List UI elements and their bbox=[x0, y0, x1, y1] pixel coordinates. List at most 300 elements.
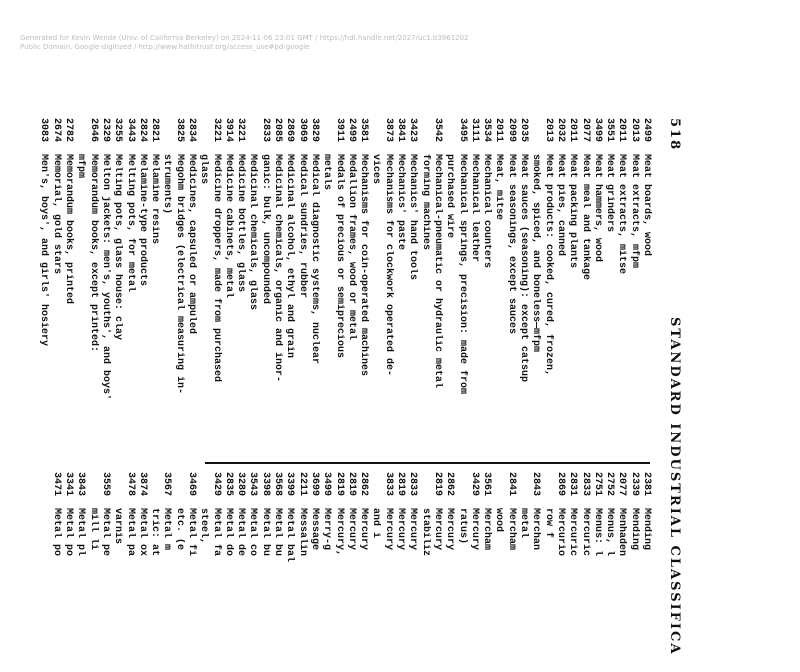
index-entry bbox=[381, 472, 393, 672]
entry-description: Metal ox bbox=[136, 508, 148, 557]
entry-description: stabiliz bbox=[419, 508, 431, 557]
index-entry bbox=[37, 118, 49, 458]
index-entry bbox=[185, 118, 197, 458]
index-entry bbox=[308, 472, 320, 672]
notice-line-2: Public Domain, Google-digitized / http://www.hathitrust.org/access_use#pd-google bbox=[20, 43, 310, 51]
index-entry bbox=[74, 472, 86, 672]
entry-description: Megohm bridges (electrical measuring in- bbox=[173, 154, 185, 395]
entry-description: Mending bbox=[641, 508, 652, 551]
sic-code bbox=[418, 118, 430, 154]
entry-description: Metal co bbox=[247, 508, 259, 557]
index-entry bbox=[541, 118, 553, 458]
entry-description: Meat boards, wood bbox=[641, 154, 652, 257]
entry-description: Meat grinders bbox=[604, 154, 616, 233]
sic-code: 2752 bbox=[604, 472, 616, 497]
index-entry bbox=[222, 118, 234, 458]
entry-description: forming machines bbox=[419, 154, 431, 251]
sic-code: 2862 bbox=[444, 472, 456, 497]
index-entry bbox=[480, 472, 492, 672]
index-entry bbox=[295, 118, 307, 458]
index-entry bbox=[172, 118, 184, 458]
sic-code: 2011 bbox=[493, 118, 505, 143]
index-entry bbox=[504, 472, 516, 672]
sic-code: 3221 bbox=[210, 118, 222, 143]
sic-code bbox=[443, 118, 455, 154]
entry-description: Medicinal chemicals, organic and inor- bbox=[272, 154, 284, 383]
index-entry bbox=[615, 118, 627, 458]
entry-description: Metal pe bbox=[99, 508, 111, 557]
sic-code: 3829 bbox=[308, 118, 320, 143]
entry-description: vices bbox=[370, 154, 382, 185]
sic-code: 2011 bbox=[616, 118, 628, 143]
index-entry bbox=[480, 118, 492, 458]
sic-code: 2819 bbox=[395, 472, 407, 497]
sic-code: 3914 bbox=[222, 118, 234, 143]
index-entry bbox=[468, 118, 480, 458]
entry-description: Medallion frames, wood or metal bbox=[345, 154, 357, 341]
index-entry bbox=[627, 472, 639, 672]
sic-code: 2835 bbox=[222, 472, 234, 497]
index-entry bbox=[246, 472, 258, 672]
index-entry bbox=[148, 118, 160, 458]
index-entry bbox=[222, 472, 234, 672]
sic-code: 3499 bbox=[591, 118, 603, 143]
index-entry bbox=[123, 472, 135, 672]
sic-code: 3833 bbox=[382, 472, 394, 497]
entry-description: Metal po bbox=[50, 508, 62, 557]
entry-description: Memorial, gold stars bbox=[50, 154, 62, 275]
sic-code: 2077 bbox=[616, 472, 628, 497]
sic-code: 2013 bbox=[628, 118, 640, 143]
sic-code: 2819 bbox=[333, 472, 345, 497]
sic-code bbox=[418, 472, 430, 508]
sic-code: 2841 bbox=[505, 472, 517, 497]
entry-description: Metal pa bbox=[124, 508, 136, 557]
entry-description: Medicines, capsuled or ampuled bbox=[186, 154, 198, 335]
sic-code bbox=[197, 472, 209, 508]
index-entry bbox=[320, 472, 332, 672]
entry-description: Medicine cabinets, metal bbox=[222, 154, 234, 299]
entry-description: Mechanical springs, precision: made from bbox=[456, 154, 468, 395]
sic-code: 3280 bbox=[235, 472, 247, 497]
sic-code: 2831 bbox=[567, 472, 579, 497]
entry-description: Mechanisms for clockwork operated de- bbox=[382, 154, 394, 377]
entry-description: Medicine droppers, made from purchased bbox=[210, 154, 222, 383]
index-entry bbox=[578, 118, 590, 458]
entry-description: Message bbox=[308, 508, 320, 551]
index-entry bbox=[369, 472, 381, 672]
index-entry bbox=[455, 118, 467, 458]
entry-description: Mercury bbox=[407, 508, 419, 551]
entry-description: Melting pots, for metal bbox=[124, 154, 136, 293]
sic-code: 3873 bbox=[382, 118, 394, 143]
entry-description: Medical diagnostic systems, nuclear bbox=[308, 154, 320, 365]
sic-code: 3429 bbox=[468, 472, 480, 497]
entry-description: Mercury bbox=[444, 508, 456, 551]
sic-code: 2085 bbox=[272, 118, 284, 143]
entry-description: metal bbox=[518, 508, 530, 539]
sic-code bbox=[160, 118, 172, 154]
sic-code bbox=[172, 472, 184, 508]
index-entry bbox=[492, 472, 504, 672]
entry-description: Mercurio bbox=[554, 508, 566, 557]
index-entry bbox=[136, 472, 148, 672]
entry-description: Meat products: cooked, cured, frozen, bbox=[542, 154, 554, 377]
index-entry bbox=[492, 118, 504, 458]
index-entry bbox=[578, 472, 590, 672]
sic-code: 3221 bbox=[235, 118, 247, 143]
sic-code: 2032 bbox=[554, 118, 566, 143]
index-entry bbox=[259, 118, 271, 458]
sic-code: 2077 bbox=[579, 118, 591, 143]
sic-code: 2833 bbox=[579, 472, 591, 497]
index-entry bbox=[271, 472, 283, 672]
entry-description: Medical sundries, rubber bbox=[296, 154, 308, 299]
notice-line-1: Generated for Kevin Wende (Univ. of California Berkeley) on 2024-11-06 23:01 GMT / https://hdl.handle.net/2027/uc1.b3961202 bbox=[20, 34, 469, 42]
sic-code: 3699 bbox=[308, 472, 320, 497]
entry-description: Mercury bbox=[395, 508, 407, 551]
sic-code: 2499 bbox=[345, 118, 357, 143]
sic-code: 3559 bbox=[99, 472, 111, 497]
index-entry bbox=[529, 118, 541, 458]
entry-description: wood bbox=[493, 508, 505, 533]
index-entry bbox=[136, 118, 148, 458]
index-entry bbox=[209, 118, 221, 458]
sic-code: 3567 bbox=[161, 472, 173, 497]
sic-code: 3499 bbox=[321, 472, 333, 497]
index-entry bbox=[627, 118, 639, 458]
index-entry bbox=[431, 118, 443, 458]
index-entry bbox=[640, 472, 652, 672]
index-column-left bbox=[37, 118, 652, 458]
index-entry bbox=[86, 472, 98, 672]
sic-code: 3874 bbox=[136, 472, 148, 497]
entry-description: tric: at bbox=[149, 508, 161, 557]
entry-description: Meat pies, canned bbox=[554, 154, 566, 257]
index-entry bbox=[86, 118, 98, 458]
sic-code: 2821 bbox=[149, 118, 161, 143]
entry-description: Mechanisms for coin-operated machines bbox=[358, 154, 370, 377]
entry-description: etc. (e bbox=[173, 508, 185, 551]
sic-code bbox=[369, 118, 381, 154]
index-entry bbox=[283, 472, 295, 672]
sic-code: 2011 bbox=[567, 118, 579, 143]
entry-description: mfpm bbox=[75, 154, 87, 179]
entry-description: Mercury bbox=[382, 508, 394, 551]
entry-description: Meat packing plants bbox=[567, 154, 579, 269]
sic-code bbox=[320, 118, 332, 154]
sic-code: 3469 bbox=[186, 472, 198, 497]
entry-description: Melting pots, glass house: clay bbox=[112, 154, 124, 341]
sic-code: 3534 bbox=[481, 118, 493, 143]
sic-code: 3841 bbox=[395, 118, 407, 143]
index-entry bbox=[418, 118, 430, 458]
entry-description: Meat extracts, mitse bbox=[616, 154, 628, 275]
sic-code bbox=[246, 118, 258, 154]
entry-description: Mercury, bbox=[333, 508, 345, 557]
entry-description: mill li bbox=[87, 508, 99, 551]
sic-code bbox=[86, 472, 98, 508]
index-entry bbox=[394, 118, 406, 458]
entry-description: Messalin bbox=[296, 508, 308, 557]
index-entry bbox=[172, 472, 184, 672]
index-entry bbox=[197, 472, 209, 672]
index-entry bbox=[566, 118, 578, 458]
entry-description: Mechanical-pneumatic or hydraulic metal bbox=[431, 154, 443, 389]
entry-description: Metal bu bbox=[259, 508, 271, 557]
entry-description: Menus, l bbox=[604, 508, 616, 557]
index-entry bbox=[99, 472, 111, 672]
entry-description: Mechanical leather bbox=[468, 154, 480, 263]
index-entry bbox=[615, 472, 627, 672]
index-entry bbox=[295, 472, 307, 672]
index-entry bbox=[62, 472, 74, 672]
sic-code: 2099 bbox=[505, 118, 517, 143]
entry-description: Memorandum books, printed bbox=[63, 154, 75, 305]
entry-description: glass bbox=[198, 154, 210, 185]
entry-description: Mending bbox=[628, 508, 640, 551]
entry-description: Metal fi bbox=[186, 508, 198, 557]
entry-description: Melton jackets: men's, youths', and boys' bbox=[99, 154, 111, 401]
index-entry bbox=[455, 472, 467, 672]
entry-description: steel, bbox=[198, 508, 210, 545]
entry-description: Medicine bottles, glass bbox=[235, 154, 247, 293]
entry-description: ratus) bbox=[456, 508, 468, 545]
sic-code: 2499 bbox=[641, 118, 652, 143]
index-entry bbox=[443, 118, 455, 458]
sic-code bbox=[529, 118, 541, 154]
entry-description: Meat extracts, mfpm bbox=[628, 154, 640, 269]
sic-code: 3255 bbox=[112, 118, 124, 143]
entry-description: smoked, spiced, and boneless—mfpm bbox=[530, 154, 542, 353]
entry-description: Merry-g bbox=[321, 508, 333, 551]
sic-code: 2381 bbox=[641, 472, 652, 497]
entry-description: Melamine resins bbox=[149, 154, 161, 245]
sic-code: 3495 bbox=[456, 118, 468, 143]
entry-description: Metal m bbox=[161, 508, 173, 551]
sic-code: 3083 bbox=[38, 118, 50, 143]
index-entry bbox=[320, 118, 332, 458]
sic-code: 3429 bbox=[210, 472, 222, 497]
sic-code: 3568 bbox=[272, 472, 284, 497]
index-entry bbox=[517, 118, 529, 458]
entry-description: Metal bal bbox=[284, 508, 296, 563]
index-entry bbox=[357, 118, 369, 458]
entry-description: Mercury bbox=[358, 508, 370, 551]
sic-code: 2035 bbox=[518, 118, 530, 143]
index-entry bbox=[74, 118, 86, 458]
entry-description: Mechanics' paste bbox=[395, 154, 407, 251]
index-entry bbox=[332, 472, 344, 672]
sic-code: 3551 bbox=[604, 118, 616, 143]
sic-code: 2824 bbox=[136, 118, 148, 143]
sic-code bbox=[74, 118, 86, 154]
index-entry bbox=[541, 472, 553, 672]
entry-description: Mercham bbox=[481, 508, 493, 551]
sic-code: 2339 bbox=[628, 472, 640, 497]
index-entry bbox=[529, 472, 541, 672]
sic-code: 2782 bbox=[63, 118, 75, 143]
sic-code bbox=[517, 472, 529, 508]
index-entry bbox=[197, 118, 209, 458]
sic-code bbox=[111, 472, 123, 508]
index-entry bbox=[160, 472, 172, 672]
sic-code: 2843 bbox=[530, 472, 542, 497]
entry-description: metals bbox=[321, 154, 333, 191]
sic-code: 3111 bbox=[468, 118, 480, 143]
entry-description: row f bbox=[542, 508, 554, 539]
sic-code: 3471 bbox=[50, 472, 62, 497]
index-entry bbox=[246, 118, 258, 458]
sic-code: 3542 bbox=[431, 118, 443, 143]
index-entry bbox=[308, 118, 320, 458]
index-entry bbox=[394, 472, 406, 672]
index-entry bbox=[418, 472, 430, 672]
sic-code: 3581 bbox=[358, 118, 370, 143]
index-entry bbox=[234, 472, 246, 672]
entry-description: Mercham bbox=[505, 508, 517, 551]
index-entry bbox=[160, 118, 172, 458]
sic-code: 3443 bbox=[124, 118, 136, 143]
sic-code: 3543 bbox=[247, 472, 259, 497]
entry-description: Mechanics' hand tools bbox=[407, 154, 419, 281]
entry-description: Medicinal chemicals, glass bbox=[247, 154, 259, 311]
index-entry bbox=[603, 118, 615, 458]
index-entry bbox=[49, 472, 61, 672]
entry-description: Menus: l bbox=[591, 508, 603, 557]
index-entry bbox=[209, 472, 221, 672]
sic-code: 2819 bbox=[431, 472, 443, 497]
index-entry bbox=[148, 472, 160, 672]
sic-code: 2013 bbox=[542, 118, 554, 143]
index-entry bbox=[99, 118, 111, 458]
index-entry bbox=[517, 472, 529, 672]
sic-code: 3398 bbox=[259, 472, 271, 497]
entry-description: Mercury bbox=[345, 508, 357, 551]
running-head bbox=[662, 112, 682, 656]
index-entry bbox=[504, 118, 516, 458]
sic-code: 2834 bbox=[186, 118, 198, 143]
index-entry bbox=[640, 118, 652, 458]
entry-description: Meat sauces (seasoning): except catsup bbox=[518, 154, 530, 383]
page-number: 518 bbox=[667, 118, 682, 152]
entry-description: Meat meal and tankage bbox=[579, 154, 591, 281]
index-entry bbox=[123, 118, 135, 458]
entry-description: Metal bu bbox=[272, 508, 284, 557]
entry-description: Men's, boys', and girls' hosiery bbox=[38, 154, 50, 347]
entry-description: Mercuric bbox=[567, 508, 579, 557]
sic-code bbox=[541, 472, 553, 508]
sic-code: 3399 bbox=[284, 472, 296, 497]
sic-code: 3478 bbox=[124, 472, 136, 497]
entry-description: Metal do bbox=[222, 508, 234, 557]
index-column-right bbox=[49, 472, 652, 672]
rotated-page-content bbox=[38, 112, 682, 656]
entry-description: varnis bbox=[112, 508, 124, 545]
entry-description: and i bbox=[370, 508, 382, 539]
entry-description: Metal de bbox=[235, 508, 247, 557]
sic-code: 3423 bbox=[407, 118, 419, 143]
entry-description: Mercuric bbox=[579, 508, 591, 557]
index-entry bbox=[185, 472, 197, 672]
sic-code: 2833 bbox=[407, 472, 419, 497]
entry-description: purchased wire bbox=[444, 154, 456, 239]
index-entry bbox=[406, 472, 418, 672]
sic-code: 2869 bbox=[554, 472, 566, 497]
index-entry bbox=[591, 472, 603, 672]
index-entry bbox=[369, 118, 381, 458]
sic-code: 2819 bbox=[345, 472, 357, 497]
page-title: STANDARD INDUSTRIAL CLASSIFICA bbox=[667, 317, 682, 656]
index-entry bbox=[566, 472, 578, 672]
sic-code: 2751 bbox=[591, 472, 603, 497]
index-entry bbox=[332, 118, 344, 458]
sic-code: 3341 bbox=[63, 472, 75, 497]
entry-description: ganic: bulk, uncompounded bbox=[259, 154, 271, 305]
entry-description: Metal pl bbox=[75, 508, 87, 557]
entry-description: Medicinal alcohol, ethyl and grain bbox=[284, 154, 296, 359]
sic-code: 2329 bbox=[99, 118, 111, 143]
entry-description: Meat hammers, wood bbox=[591, 154, 603, 263]
sic-code: 3069 bbox=[296, 118, 308, 143]
index-entry bbox=[345, 472, 357, 672]
sic-code bbox=[455, 472, 467, 508]
index-entry bbox=[443, 472, 455, 672]
index-entry bbox=[603, 472, 615, 672]
index-entry bbox=[259, 472, 271, 672]
entry-description: Melamine-type products bbox=[136, 154, 148, 287]
sic-code bbox=[197, 118, 209, 154]
index-entry bbox=[468, 472, 480, 672]
index-entry bbox=[345, 118, 357, 458]
column-divider bbox=[205, 462, 650, 464]
index-entry bbox=[554, 472, 566, 672]
index-entry bbox=[62, 118, 74, 458]
sic-code bbox=[148, 472, 160, 508]
index-entry bbox=[554, 118, 566, 458]
entry-description: Metal po bbox=[63, 508, 75, 557]
entry-description: Mercury bbox=[431, 508, 443, 551]
entry-description: Mechanical counters bbox=[481, 154, 493, 269]
entry-description: Mercury bbox=[468, 508, 480, 551]
index-entry bbox=[591, 118, 603, 458]
sic-code: 2862 bbox=[358, 472, 370, 497]
entry-description: Medals of precious or semiprecious bbox=[333, 154, 345, 359]
entry-description: Metal fa bbox=[210, 508, 222, 557]
sic-code: 3825 bbox=[173, 118, 185, 143]
sic-code: 2674 bbox=[50, 118, 62, 143]
sic-code: 2211 bbox=[296, 472, 308, 497]
index-entry bbox=[406, 118, 418, 458]
index-entry bbox=[381, 118, 393, 458]
index-entry bbox=[283, 118, 295, 458]
sic-code: 3843 bbox=[75, 472, 87, 497]
sic-code: 3561 bbox=[481, 472, 493, 497]
entry-description: Memorandum books, except printed: bbox=[87, 154, 99, 353]
entry-description: Menhaden bbox=[616, 508, 628, 557]
entry-description: Meat seasonings, except sauces bbox=[505, 154, 517, 335]
index-entry bbox=[111, 118, 123, 458]
entry-description: Merchan bbox=[530, 508, 542, 551]
digitization-notice bbox=[20, 34, 490, 52]
index-entry bbox=[111, 472, 123, 672]
sic-code: 2833 bbox=[259, 118, 271, 143]
sic-code: 3911 bbox=[333, 118, 345, 143]
index-entry bbox=[431, 472, 443, 672]
index-entry bbox=[357, 472, 369, 672]
index-entry bbox=[234, 118, 246, 458]
index-entry bbox=[49, 118, 61, 458]
